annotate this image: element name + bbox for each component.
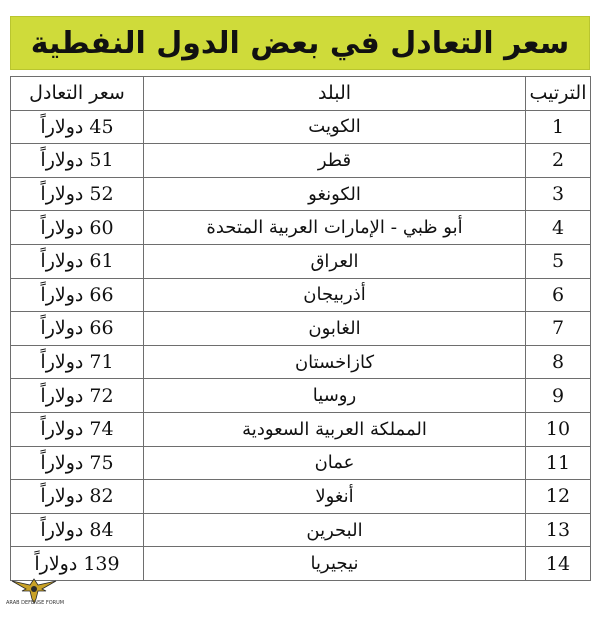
table-header-row xyxy=(11,77,591,111)
table-row xyxy=(11,412,591,446)
cell-country: أذربيجان xyxy=(144,278,526,312)
cell-country: العراق xyxy=(144,244,526,278)
cell-country: قطر xyxy=(144,144,526,178)
cell-rank: 7 xyxy=(526,312,591,346)
cell-rank: 9 xyxy=(526,379,591,413)
cell-rank: 5 xyxy=(526,244,591,278)
cell-price: 84 دولاراً xyxy=(11,513,144,547)
table-row xyxy=(11,244,591,278)
watermark-text: ARAB DEFENSE FORUM xyxy=(6,600,65,606)
table-row xyxy=(11,110,591,144)
cell-country: روسيا xyxy=(144,379,526,413)
cell-country: الكونغو xyxy=(144,177,526,211)
cell-rank: 6 xyxy=(526,278,591,312)
cell-country: البحرين xyxy=(144,513,526,547)
cell-price: 45 دولاراً xyxy=(11,110,144,144)
cell-price: 51 دولاراً xyxy=(11,144,144,178)
cell-price: 139 دولاراً xyxy=(11,547,144,581)
header-rank: الترتيب xyxy=(526,77,591,111)
table-row xyxy=(11,211,591,245)
cell-price: 52 دولاراً xyxy=(11,177,144,211)
cell-rank: 3 xyxy=(526,177,591,211)
cell-price: 61 دولاراً xyxy=(11,244,144,278)
cell-rank: 2 xyxy=(526,144,591,178)
cell-price: 60 دولاراً xyxy=(11,211,144,245)
cell-rank: 14 xyxy=(526,547,591,581)
table-row xyxy=(11,513,591,547)
cell-country: عمان xyxy=(144,446,526,480)
table-body xyxy=(11,110,591,580)
page-title: سعر التعادل في بعض الدول النفطية xyxy=(30,25,570,61)
cell-rank: 8 xyxy=(526,345,591,379)
cell-price: 74 دولاراً xyxy=(11,412,144,446)
cell-price: 71 دولاراً xyxy=(11,345,144,379)
cell-price: 72 دولاراً xyxy=(11,379,144,413)
cell-price: 75 دولاراً xyxy=(11,446,144,480)
cell-country: الكويت xyxy=(144,110,526,144)
table-row xyxy=(11,480,591,514)
table-row xyxy=(11,177,591,211)
cell-country: الغابون xyxy=(144,312,526,346)
cell-country: أبو ظبي - الإمارات العربية المتحدة xyxy=(144,211,526,245)
title-banner xyxy=(10,16,590,70)
cell-rank: 1 xyxy=(526,110,591,144)
table-row xyxy=(11,312,591,346)
cell-country: نيجيريا xyxy=(144,547,526,581)
table-row xyxy=(11,345,591,379)
cell-rank: 13 xyxy=(526,513,591,547)
cell-country: كازاخستان xyxy=(144,345,526,379)
cell-rank: 12 xyxy=(526,480,591,514)
cell-price: 66 دولاراً xyxy=(11,278,144,312)
cell-country: المملكة العربية السعودية xyxy=(144,412,526,446)
cell-rank: 11 xyxy=(526,446,591,480)
cell-country: أنغولا xyxy=(144,480,526,514)
cell-price: 66 دولاراً xyxy=(11,312,144,346)
eagle-emblem-icon xyxy=(2,575,66,617)
cell-rank: 4 xyxy=(526,211,591,245)
table-row xyxy=(11,278,591,312)
header-price: سعر التعادل xyxy=(11,77,144,111)
table-row xyxy=(11,446,591,480)
break-even-price-table xyxy=(10,76,591,581)
cell-price: 82 دولاراً xyxy=(11,480,144,514)
table-row xyxy=(11,547,591,581)
table-row xyxy=(11,379,591,413)
header-country: البلد xyxy=(144,77,526,111)
cell-rank: 10 xyxy=(526,412,591,446)
table-row xyxy=(11,144,591,178)
